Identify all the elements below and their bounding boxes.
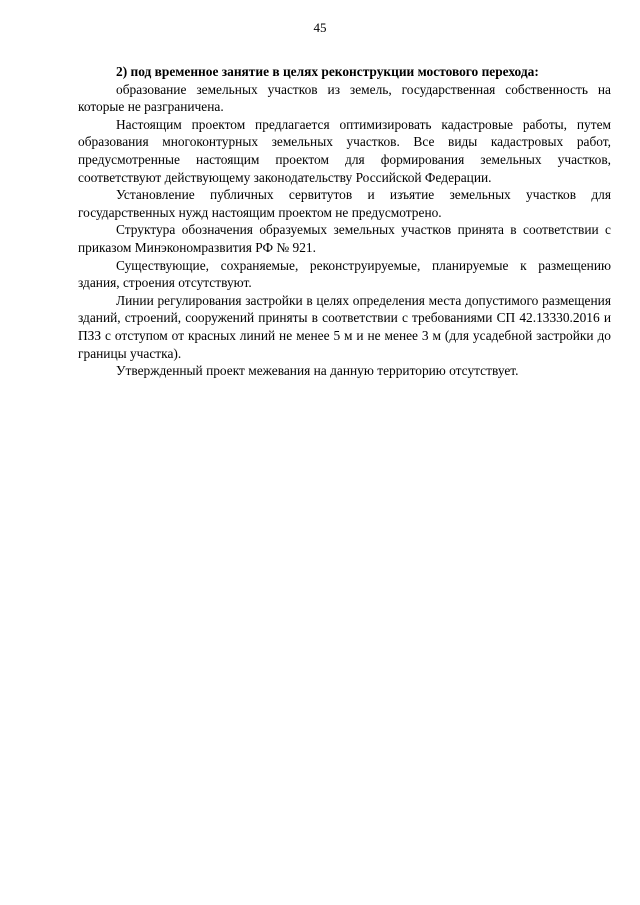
paragraph-servitudes: Установление публичных сервитутов и изъятие земельных участков для государственных нужд настоящим проектом не предусмотрено. [78, 187, 611, 220]
paragraph-approved-project: Утвержденный проект межевания на данную территорию отсутствует. [116, 363, 519, 379]
section-heading: 2) под временное занятие в целях реконструкции мостового перехода: [116, 64, 539, 79]
paragraph-land-formation: образование земельных участков из земель, государственная собственность на которые не разграничена. [78, 81, 611, 115]
paragraph-building-lines: Линии регулирования застройки в целях определения места допустимого размещения зданий, строений, сооружений приняты в соответствии с требованиями СП 42.13330.2016 и ПЗЗ с отступом от красных линий не менее 5 м и не менее 3 м (для усадебной застройки до границы участка). [78, 292, 611, 361]
page-number: 45 [313, 20, 327, 35]
paragraph-cadastral-works: Настоящим проектом предлагается оптимизировать кадастровые работы, путем образования многоконтурных земельных участков. Все виды кадастровых работ, предусмотренные настоящим проектом для формирования земельных участков, соответствуют действующему законодательству Российской Федерации. [78, 116, 611, 185]
paragraph-designation-structure: Структура обозначения образуемых земельных участков принята в соответствии с приказом Минэкономразвития РФ № 921. [78, 222, 611, 255]
document-body [78, 63, 611, 380]
paragraph-buildings: Существующие, сохраняемые, реконструируемые, планируемые к размещению здания, строения отсутствуют. [78, 257, 611, 291]
